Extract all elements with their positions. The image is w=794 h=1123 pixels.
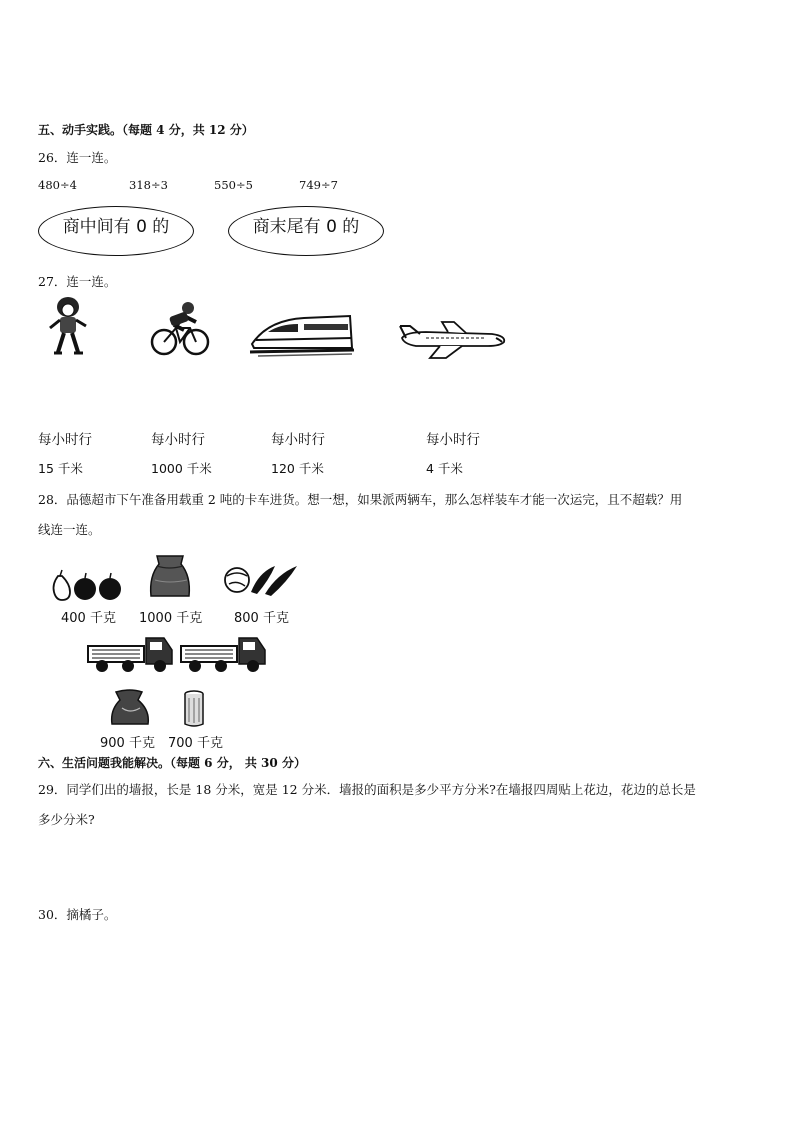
goods-weight-2: 1000 千克 [139,611,203,626]
barrel-icon [183,690,205,728]
expression-2: 318÷3 [129,178,168,192]
bullet-train-icon [248,310,356,358]
question-29-line1: 29．同学们出的墙报，长是 18 分米，宽是 12 分米．墙报的面积是多少平方分米?在墙报四周贴上花边，花边的总长是 [38,782,696,797]
oval-middle-zero-label: 商中间有 0 的 [62,216,170,237]
question-30-label: 30．摘橘子。 [38,907,117,922]
grain-sack-icon [147,552,193,600]
section-six-title: 六、生活问题我能解决。（每题 6 分， 共 30 分） [38,756,306,770]
speed-value-2: 1000 千米 [151,461,212,476]
speed-value-3: 120 千米 [271,461,324,476]
goods-weight-3: 800 千克 [234,611,289,626]
small-sack-icon [108,688,152,728]
oval-end-zero [228,206,384,256]
question-29-line2: 多少分米? [38,812,95,827]
oval-end-zero-label: 商末尾有 0 的 [252,216,360,237]
truck-icon [179,632,267,674]
expression-1: 480÷4 [38,178,77,192]
child-walking-icon [46,294,92,356]
question-27-label: 27．连一连。 [38,274,117,289]
speed-prefix-4: 每小时行 [426,432,480,448]
vegetables-icon [221,562,301,598]
fruit-icon [48,570,124,602]
question-28-line1: 28．品德超市下午准备用载重 2 吨的卡车进货。想一想，如果派两辆车，那么怎样装车才能一次运完，且不超载？用 [38,492,683,507]
goods-weight-5: 700 千克 [168,736,223,751]
goods-weight-1: 400 千克 [61,611,116,626]
speed-value-1: 15 千米 [38,461,83,476]
expression-3: 550÷5 [214,178,253,192]
section-five-title: 五、动手实践。（每题 4 分，共 12 分） [38,123,254,137]
oval-middle-zero [38,206,194,256]
question-26-label: 26．连一连。 [38,150,117,165]
speed-prefix-3: 每小时行 [271,432,325,448]
expression-4: 749÷7 [299,178,338,192]
speed-value-4: 4 千米 [426,461,463,476]
goods-weight-4: 900 千克 [100,736,155,751]
speed-prefix-2: 每小时行 [151,432,205,448]
speed-prefix-1: 每小时行 [38,432,92,448]
airplane-icon [396,318,508,360]
truck-icon [86,632,174,674]
question-28-line2: 线连一连。 [38,522,101,537]
cyclist-icon [150,300,210,358]
